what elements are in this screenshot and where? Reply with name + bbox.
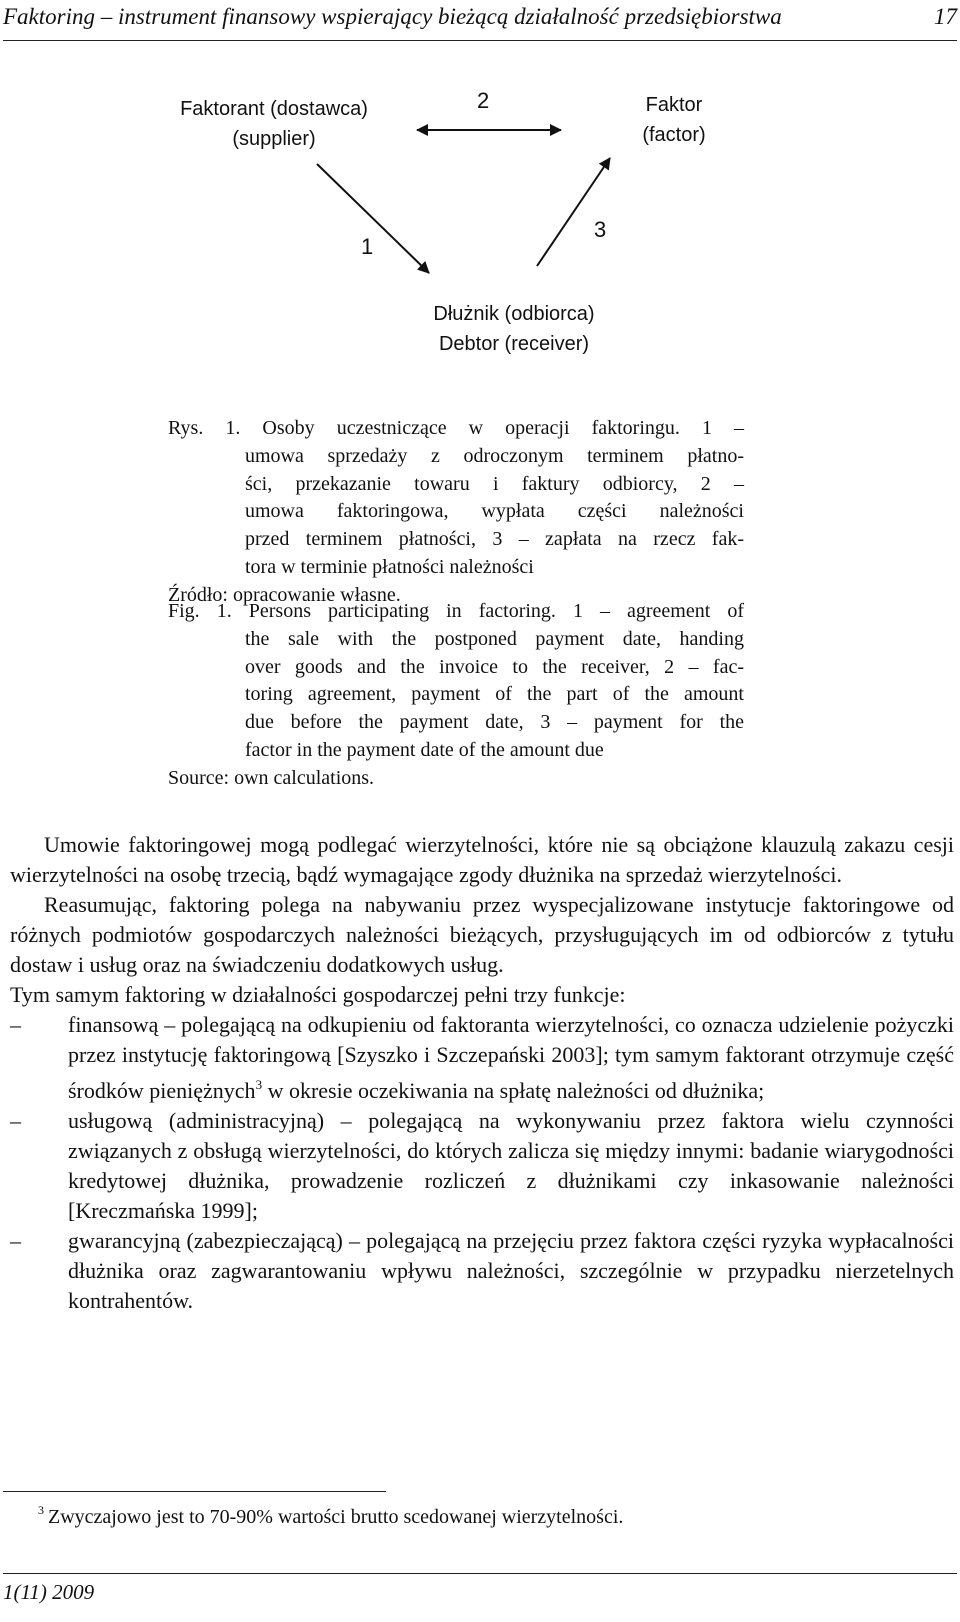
footnote-rule — [3, 1491, 386, 1492]
list-dash: – — [10, 1228, 21, 1253]
caption-pl — [168, 415, 744, 610]
list-item-text: w okresie oczekiwania na spłatę należności od dłużnika; — [262, 1078, 765, 1103]
paragraph: Umowie faktoringowej mogą podlegać wierzytelności, które nie są obciążone klauzulą zakazu cesji wierzytelności na osobę trzecią, bądź wymagające zgody dłużnika na sprzedaż wierzytelności. — [10, 832, 954, 887]
list-dash: – — [10, 1012, 21, 1037]
arrow-3-debtor-factor — [537, 158, 610, 266]
caption-pl-line: przed terminem płatności, 3 – zapłata na rzecz fak- — [245, 528, 744, 551]
node-factor-line1: Faktor — [645, 94, 703, 116]
list-item-text: usługową (administracyjną) – polegającą na wykonywaniu przez faktora wielu czynności związanych z obsługą wierzytelności, do których zalicza się między innymi: badanie wiarygodności kredytowej dłużnika, prowadzenie rozliczeń z dłużnikami czy inkasowanie należności [Kreczmańska 1999]; — [68, 1108, 954, 1223]
caption-pl-line: Rys. 1. Osoby uczestniczące w operacji faktoringu. 1 – — [168, 417, 744, 439]
caption-en-line: over goods and the invoice to the receiver, 2 – fac- — [245, 655, 744, 678]
list-item — [10, 1010, 954, 1106]
caption-en-line: the sale with the postponed payment date, handing — [245, 627, 744, 650]
node-factor — [618, 90, 730, 150]
caption-en-source: Source: own calculations. — [168, 766, 375, 789]
footnote-number: 3 — [38, 1503, 44, 1517]
paragraph: Reasumując, faktoring polega na nabywaniu przez wyspecjalizowane instytucje faktoringowe od różnych podmiotów gospodarczych należności bieżących, przysługujących im od odbiorców z tytułu dostaw i usług oraz na świadczeniu dodatkowych usług. — [10, 892, 954, 977]
paragraph: Tym samym faktoring w działalności gospodarczej pełni trzy funkcje: — [10, 982, 626, 1007]
node-supplier — [168, 94, 380, 154]
list-dash: – — [10, 1108, 21, 1133]
functions-list — [10, 1010, 954, 1316]
node-debtor — [414, 299, 614, 359]
list-item — [10, 1226, 954, 1316]
page-number: 17 — [934, 4, 957, 29]
footnote — [38, 1496, 623, 1531]
caption-en-line: toring agreement, payment of the part of the amount — [245, 683, 744, 706]
caption-en-line: due before the payment date, 3 – payment for the — [245, 711, 744, 734]
caption-pl-line: ści, przekazanie towaru i faktury odbiorcy, 2 – — [245, 472, 744, 495]
header-rule — [3, 40, 957, 41]
footer-issue: 1(11) 2009 — [3, 1580, 95, 1604]
list-item — [10, 1106, 954, 1226]
caption-pl-source: Źródło: opracowanie własne. — [168, 583, 401, 606]
caption-pl-line: tora w terminie płatności należności — [245, 555, 534, 578]
arrow-label-2: 2 — [477, 88, 490, 113]
list-item-text: finansową – polegającą na odkupieniu od faktoranta wierzytelności, co oznacza udzielenie pożyczki przez instytucję faktoringową [Szyszko i Szczepański 2003]; tym samym faktorant otrzymuje część środków pieniężnych — [68, 1012, 954, 1103]
node-debtor-line2: Debtor (receiver) — [438, 333, 590, 355]
running-header — [3, 0, 957, 42]
node-supplier-line2: (supplier) — [232, 128, 316, 150]
footer-rule — [3, 1573, 957, 1574]
list-item-text: gwarancyjną (zabezpieczającą) – polegającą na przejęciu przez faktora części ryzyka wypłacalności dłużnika oraz zagwarantowaniu wpływu należności, szczególnie w przypadku nierzetelnych kontrahentów. — [68, 1228, 954, 1313]
caption-en — [168, 598, 744, 793]
node-factor-line2: (factor) — [642, 124, 706, 146]
caption-en-line: factor in the payment date of the amount due — [245, 738, 604, 761]
footnote-text: Zwyczajowo jest to 70-90% wartości brutto scedowanej wierzytelności. — [48, 1506, 624, 1528]
header-title: Faktoring – instrument finansowy wspierający bieżącą działalność przedsiębiorstwa — [3, 4, 782, 29]
footnote-ref[interactable]: 3 — [255, 1077, 263, 1092]
node-supplier-line1: Faktorant (dostawca) — [180, 98, 368, 120]
caption-en-line: Fig. 1. Persons participating in factoring. 1 – agreement of — [168, 600, 744, 622]
caption-pl-line: umowa sprzedaży z odroczonym terminem płatno- — [245, 444, 744, 467]
caption-pl-line: umowa faktoringowa, wypłata części należności — [245, 500, 744, 523]
node-debtor-line1: Dłużnik (odbiorca) — [433, 303, 595, 325]
body-text — [10, 830, 954, 1316]
factoring-diagram — [0, 60, 960, 400]
arrow-label-1: 1 — [361, 234, 374, 259]
arrow-label-3: 3 — [594, 217, 607, 242]
